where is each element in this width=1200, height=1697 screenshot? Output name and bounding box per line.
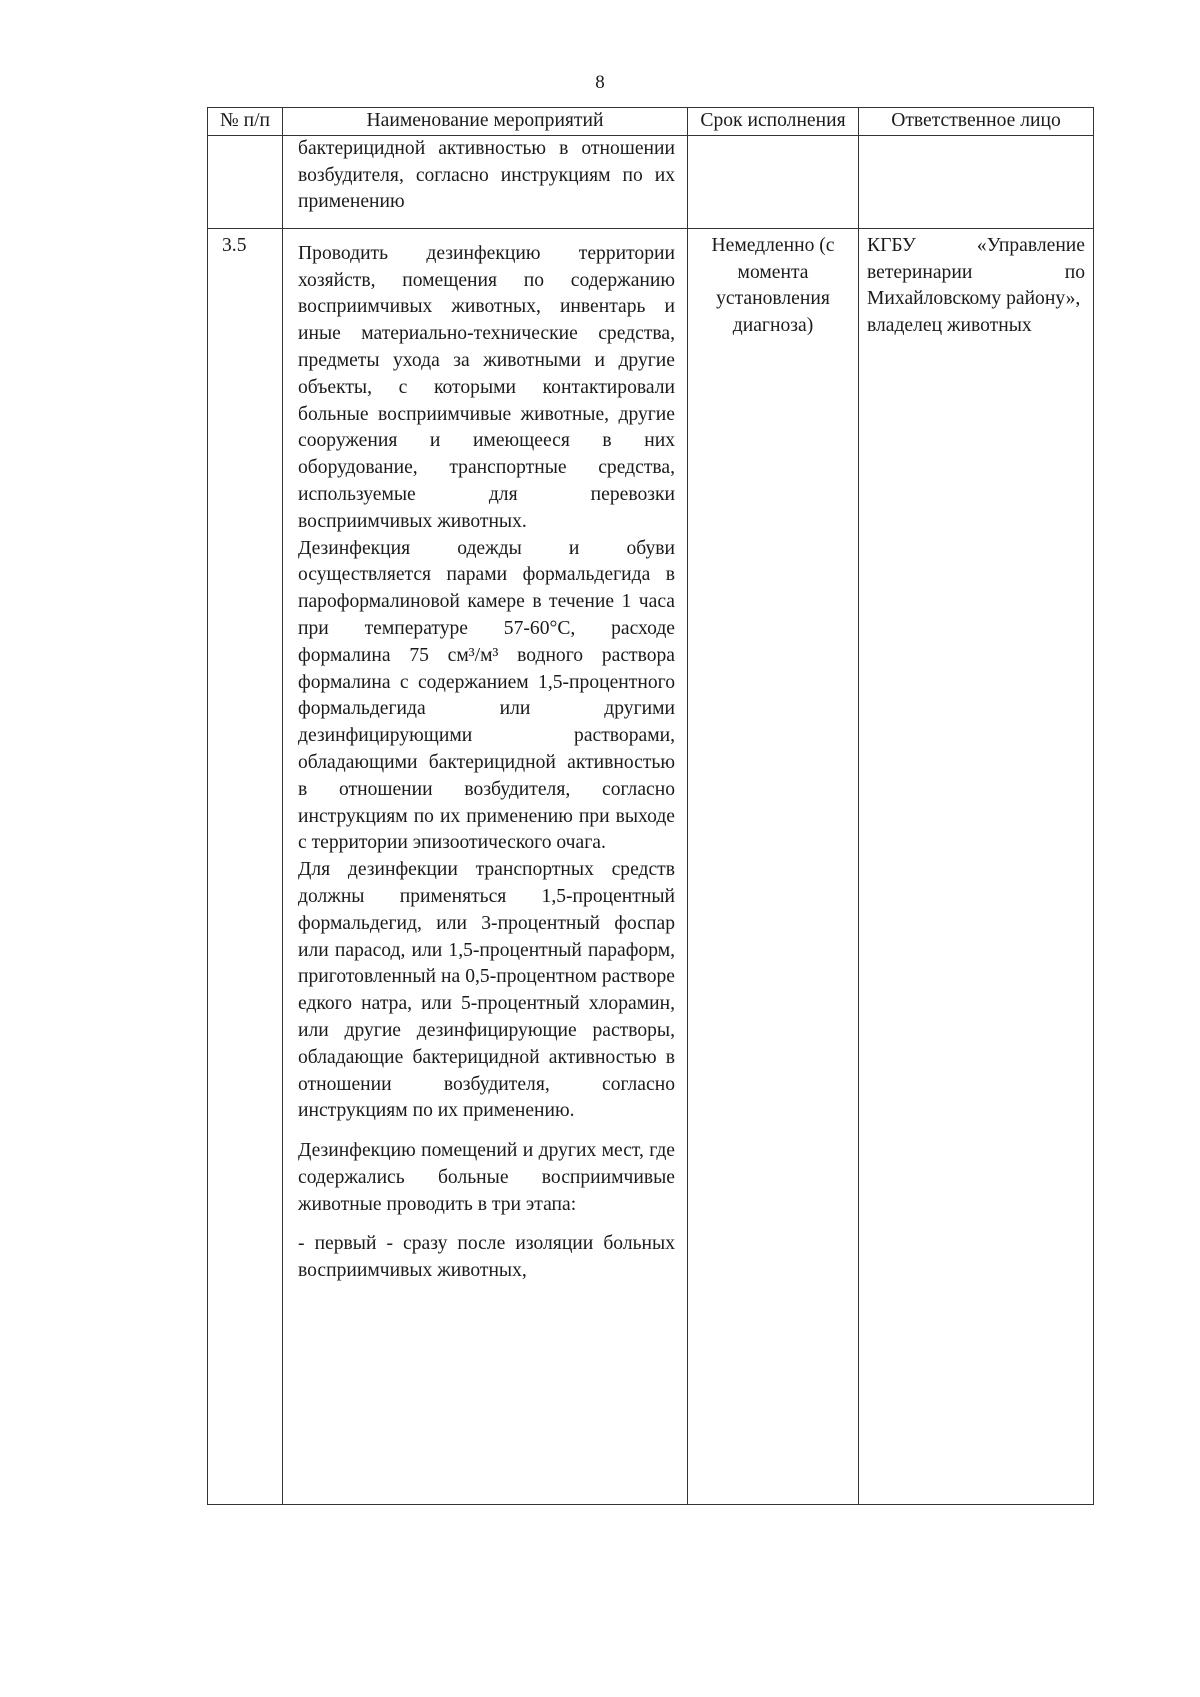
header-term: Срок исполнения (688, 108, 859, 136)
paragraph-disinfection-territory: Проводить дезинфекцию территории хозяйств, помещения по содержанию восприимчивых животных, инвентарь и иные материально-технические средства, предметы ухода за животными и другие объекты, с которыми контактировали больные восприимчивые животные, другие сооружения и имеющееся в них оборудование, транспортные средства, используемые для перевозки восприимчивых животных. (298, 242, 675, 532)
header-measures: Наименование мероприятий (283, 108, 688, 136)
page-number: 8 (595, 72, 605, 93)
table-row-continuation (208, 135, 1094, 228)
paragraph-first-stage: - первый - сразу после изоляции больных восприимчивых животных, (298, 1233, 675, 1282)
row-term: Немедленно (с момента установления диагноза) (688, 228, 859, 1504)
table-row-3-5 (208, 228, 1094, 1504)
cell-term-empty (688, 135, 859, 228)
cell-responsible-empty (859, 135, 1094, 228)
cell-continuation-text (283, 135, 688, 228)
cell-number-empty (208, 135, 283, 228)
responsible-owner: владелец животных (867, 315, 1032, 337)
row-number: 3.5 (208, 228, 283, 1504)
continuation-paragraph: бактерицидной активностью в отношении возбудителя, согласно инструкциям по их применению (298, 137, 675, 213)
table-header-row (208, 108, 1094, 136)
paragraph-three-stages: Дезинфекцию помещений и других мест, где содержались больные восприимчивые животные проводить в три этапа: (298, 1140, 675, 1215)
header-responsible: Ответственное лицо (859, 108, 1094, 136)
header-number: № п/п (208, 108, 283, 136)
paragraph-transport-disinfection: Для дезинфекции транспортных средств должны применяться 1,5-процентный формальдегид, или 3-процентный фоспар или парасод, или 1,5-процентный параформ, приготовленный на 0,5-процентном растворе едкого натра, или 5-процентный хлорамин, или другие дезинфицирующие растворы, обладающие бактерицидной активностью в отношении возбудителя, согласно инструкциям по их применению. (298, 859, 675, 1122)
row-responsible (859, 228, 1094, 1504)
responsible-organization: КГБУ «Управление ветеринарии по Михайловскому району», (867, 234, 1085, 310)
row-measures-text (283, 228, 688, 1504)
paragraph-clothing-disinfection: Дезинфекция одежды и обуви осуществляется парами формальдегида в пароформалиновой камере в течение 1 часа при температуре 57-60°С, расходе формалина 75 см³/м³ водного раствора формалина с содержанием 1,5-процентного формальдегида или другими дезинфицирующими растворами, обладающими бактерицидной активностью в отношении возбудителя, согласно инструкциям по их применению при выходе с территории эпизоотического очага. (298, 537, 675, 854)
measures-table (207, 107, 1094, 1505)
